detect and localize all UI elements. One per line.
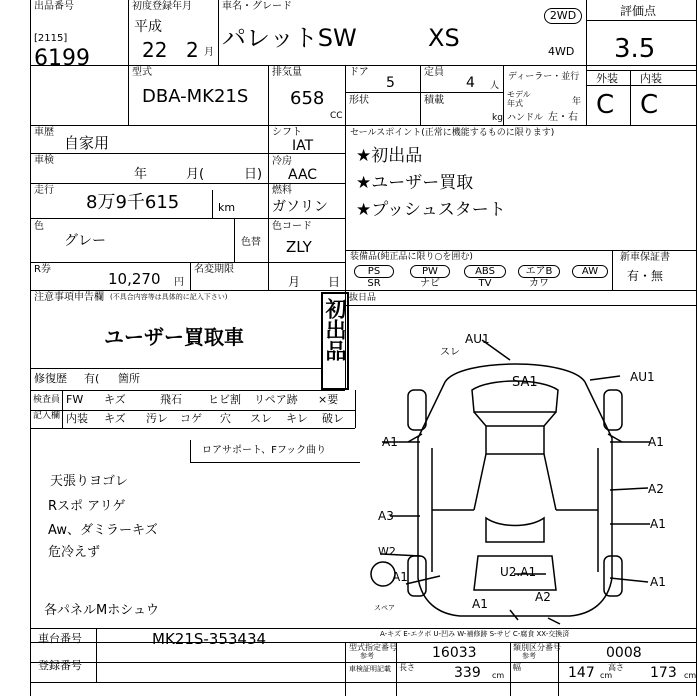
damage-mark: A1: [392, 570, 408, 584]
height-unit: cm: [684, 671, 697, 680]
fw-item: リペア跡: [254, 393, 298, 406]
handle-value: 左・右: [548, 112, 578, 123]
rule: [212, 190, 213, 218]
doors-value: 5: [386, 75, 395, 91]
rule: [30, 262, 345, 263]
rule: [420, 65, 421, 125]
interior-item: コゲ: [180, 412, 202, 425]
inspection-day: 日): [244, 167, 263, 182]
rule: [190, 462, 360, 463]
rule: [30, 218, 268, 219]
exterior-label: 外装: [596, 72, 618, 85]
equip-sr: SR: [367, 278, 381, 289]
equip-abs: ABS: [464, 265, 506, 278]
width-label: 幅: [513, 663, 521, 672]
damage-mark: A2: [535, 590, 551, 604]
rule: [345, 642, 346, 696]
fuel-label: 燃料: [272, 185, 292, 196]
handwritten-comment: ロアサポート、Fフック曲り: [202, 445, 327, 456]
shift-value: IAT: [292, 138, 314, 154]
damage-mark: A1: [382, 435, 398, 449]
equip-airbag: エアB: [518, 265, 560, 278]
handwritten-note: 各パネルMホシュウ: [44, 603, 159, 618]
rule: [30, 153, 268, 154]
rule: [345, 65, 346, 125]
model-cert-label: 型式指定番号: [349, 643, 397, 652]
rule: [586, 70, 696, 71]
rule: [612, 250, 613, 290]
color-value: グレー: [64, 233, 106, 249]
model-label: 型式: [132, 67, 152, 78]
reg-year: 22: [142, 38, 168, 62]
rule: [62, 390, 63, 428]
rule: [234, 218, 235, 262]
caution-label: 注意事項申告欄: [34, 292, 104, 303]
equip-ps: PS: [354, 265, 394, 278]
rule: [190, 262, 191, 290]
lot-label: 出品番号: [34, 1, 74, 12]
main-note: ユーザー買取車: [104, 325, 244, 349]
repair-label: 修復歴: [34, 372, 67, 385]
inspector-label: 検査員: [33, 395, 61, 405]
grade: XS: [428, 24, 460, 52]
rule: [345, 250, 696, 251]
class-note: 参考: [522, 652, 536, 660]
chassis-value: MK21S-353434: [152, 630, 267, 648]
rule: [30, 368, 321, 369]
rule: [355, 390, 356, 428]
handle-label: ハンドル: [507, 113, 544, 123]
era: 平成: [134, 19, 162, 35]
rule: [510, 642, 511, 696]
dims-label: 車検証明記載: [349, 665, 391, 673]
name-change-label: 名変期限: [194, 264, 234, 275]
recycle-unit: 円: [174, 277, 184, 288]
removed-label: 抜日品: [349, 293, 377, 303]
rule: [30, 183, 268, 184]
rule: [345, 125, 346, 290]
history-value: 自家用: [64, 134, 110, 152]
equipment-label: 装備品(純正品に限り○を囲む): [350, 252, 473, 262]
equip-leather: カワ: [529, 278, 549, 289]
rule: [268, 218, 345, 219]
mileage-label: 走行: [34, 185, 54, 196]
width-value: 147: [568, 665, 595, 681]
width-unit: cm: [600, 671, 613, 680]
interior-item: キレ: [286, 412, 308, 425]
color-code-value: ZLY: [286, 238, 312, 256]
class-value: 0008: [606, 645, 642, 661]
rule: [30, 65, 696, 66]
rule: [345, 92, 503, 93]
lot-code: [2115]: [34, 33, 68, 44]
first-listing-stamp-text: 初出品: [323, 298, 347, 361]
car-name-label: 車名・グレード: [222, 1, 292, 12]
fw-item: キズ: [104, 393, 126, 406]
inspection-label: 車検: [34, 155, 54, 166]
drive-4wd: 4WD: [548, 45, 575, 58]
dealer-label: ディーラー・並行: [508, 72, 580, 82]
caution-sub: (不具合内容等は具体的に記入下さい): [110, 293, 228, 301]
load-label: 積載: [424, 95, 444, 106]
rule: [345, 290, 696, 291]
interior-item: 穴: [220, 412, 231, 425]
rule: [30, 662, 696, 663]
equip-navi: ナビ: [420, 278, 440, 289]
rule: [630, 70, 631, 125]
rule: [586, 0, 587, 125]
mileage-value: 8万9千615: [86, 192, 180, 213]
interior-item: スレ: [250, 412, 272, 425]
warranty-value: 有・無: [627, 269, 664, 283]
sales-points-label: セールスポイント(正常に機能するものに限ります): [350, 128, 555, 138]
damage-mark: A1: [648, 435, 664, 449]
ac-value: AAC: [288, 167, 318, 183]
reg-month: 2: [186, 38, 199, 62]
interior-item: キズ: [104, 412, 126, 425]
load-unit: kg: [492, 113, 503, 123]
handwritten-note: 危冷えず: [48, 545, 101, 560]
rule: [30, 390, 345, 391]
lot-number: 6199: [34, 46, 90, 71]
chassis-label: 車台番号: [38, 632, 82, 645]
interior-check-label: 内装: [66, 412, 88, 425]
damage-mark: A1: [472, 597, 488, 611]
displacement-value: 658: [290, 88, 325, 109]
model-year-unit: 年: [572, 97, 582, 107]
damage-mark: A1: [650, 575, 666, 589]
rule: [30, 682, 696, 683]
height-value: 173: [650, 665, 677, 681]
equip-tv: TV: [478, 278, 492, 289]
equip-aw: AW: [572, 265, 608, 278]
rule: [503, 65, 504, 125]
damage-mark: AU1: [465, 332, 490, 346]
sales-point: ★プッシュスタート: [356, 200, 506, 220]
model-value: DBA-MK21S: [142, 86, 249, 107]
mileage-unit: km: [218, 201, 236, 214]
doors-label: ドア: [349, 67, 369, 78]
rule: [30, 628, 696, 629]
rule: [268, 65, 269, 125]
damage-mark: U2.A1: [500, 565, 537, 579]
rule: [96, 628, 97, 682]
handwritten-note: 天張りヨゴレ: [50, 474, 129, 489]
fw-label: FW: [66, 393, 84, 406]
registration-label: 登録番号: [38, 659, 82, 672]
recycle-value: 10,270: [108, 270, 161, 288]
model-cert-note: 参考: [360, 652, 374, 660]
rule: [30, 0, 31, 696]
equip-pw: PW: [410, 265, 450, 278]
class-label: 類別区分番号: [513, 643, 561, 652]
interior-grade: C: [640, 90, 659, 120]
length-value: 339: [454, 665, 481, 681]
sales-point: ★ユーザー買取: [356, 173, 474, 193]
car-name: パレットSW: [222, 24, 357, 52]
rule: [218, 0, 219, 65]
eval-label: 評価点: [620, 4, 657, 18]
fuel-value: ガソリン: [272, 199, 328, 215]
inspection-month: 月(: [186, 167, 205, 182]
color-code-label: 色コード: [272, 221, 312, 232]
damage-mark: A1: [650, 517, 666, 531]
damage-mark: A2: [648, 482, 664, 496]
drive-2wd-circle: 2WD: [544, 8, 582, 24]
damage-mark: W2: [378, 545, 396, 558]
displacement-label: 排気量: [272, 67, 302, 78]
car-diagram: [360, 320, 696, 628]
capacity-value: 4: [466, 75, 475, 91]
rule: [268, 183, 345, 184]
rule: [128, 0, 129, 125]
rule: [586, 85, 696, 86]
rule: [696, 0, 697, 696]
interior-item: 汚レ: [146, 412, 168, 425]
damage-mark: SA1: [512, 375, 538, 390]
fw-item: ヒビ割: [208, 393, 241, 406]
first-listing-stamp: [321, 292, 349, 390]
recycle-label: R券: [34, 264, 51, 275]
shift-label: シフト: [272, 127, 302, 138]
name-change-day: 日: [328, 275, 341, 289]
damage-mark: A3: [378, 509, 394, 523]
repaint-label: 色替: [241, 237, 261, 248]
history-label: 車歴: [34, 127, 54, 138]
length-label: 長さ: [399, 663, 415, 672]
rule: [345, 305, 696, 306]
inspection-year: 年: [134, 167, 148, 182]
rule: [268, 125, 269, 290]
ac-label: 冷房: [272, 156, 292, 167]
damage-mark: AU1: [630, 370, 655, 384]
displacement-unit: CC: [330, 111, 343, 121]
model-cert-value: 16033: [432, 645, 477, 661]
rule: [190, 440, 191, 462]
first-reg-label: 初度登録年月: [132, 1, 192, 12]
color-label: 色: [34, 221, 44, 232]
interior-label: 内装: [640, 72, 662, 85]
repair-unit: 箇所: [118, 372, 140, 385]
capacity-unit: 人: [490, 81, 500, 91]
eval-score: 3.5: [614, 34, 656, 64]
damage-legend: A-キズ E-エクボ U-凹み W-補修跡 S-サビ C-腐食 XX-交換済: [380, 630, 570, 638]
fw-item: 飛石: [160, 393, 182, 406]
rule: [30, 125, 696, 126]
sales-point: ★初出品: [356, 146, 423, 166]
damage-mark: スレ: [440, 347, 460, 358]
handwritten-note: Rスポ アリゲ: [48, 499, 126, 514]
inspector-label-2: 記入欄: [33, 411, 61, 421]
rule: [586, 20, 696, 21]
handwritten-note: Aw、ダミラーキズ: [48, 523, 158, 538]
exterior-grade: C: [596, 90, 615, 120]
rule: [30, 410, 355, 411]
fw-item: ×要: [318, 393, 339, 406]
warranty-label: 新車保証書: [620, 252, 670, 263]
name-change-month: 月: [288, 275, 301, 289]
interior-item: 破レ: [322, 412, 344, 425]
spare-label: スペア: [374, 604, 395, 612]
model-year-label: モデル年式: [507, 90, 531, 108]
rule: [30, 428, 355, 429]
repair-value: 有(: [84, 372, 100, 385]
height-label: 高さ: [608, 663, 624, 672]
length-unit: cm: [492, 671, 505, 680]
capacity-label: 定員: [424, 67, 444, 78]
shape-label: 形状: [349, 95, 369, 106]
reg-month-unit: 月: [204, 47, 214, 58]
